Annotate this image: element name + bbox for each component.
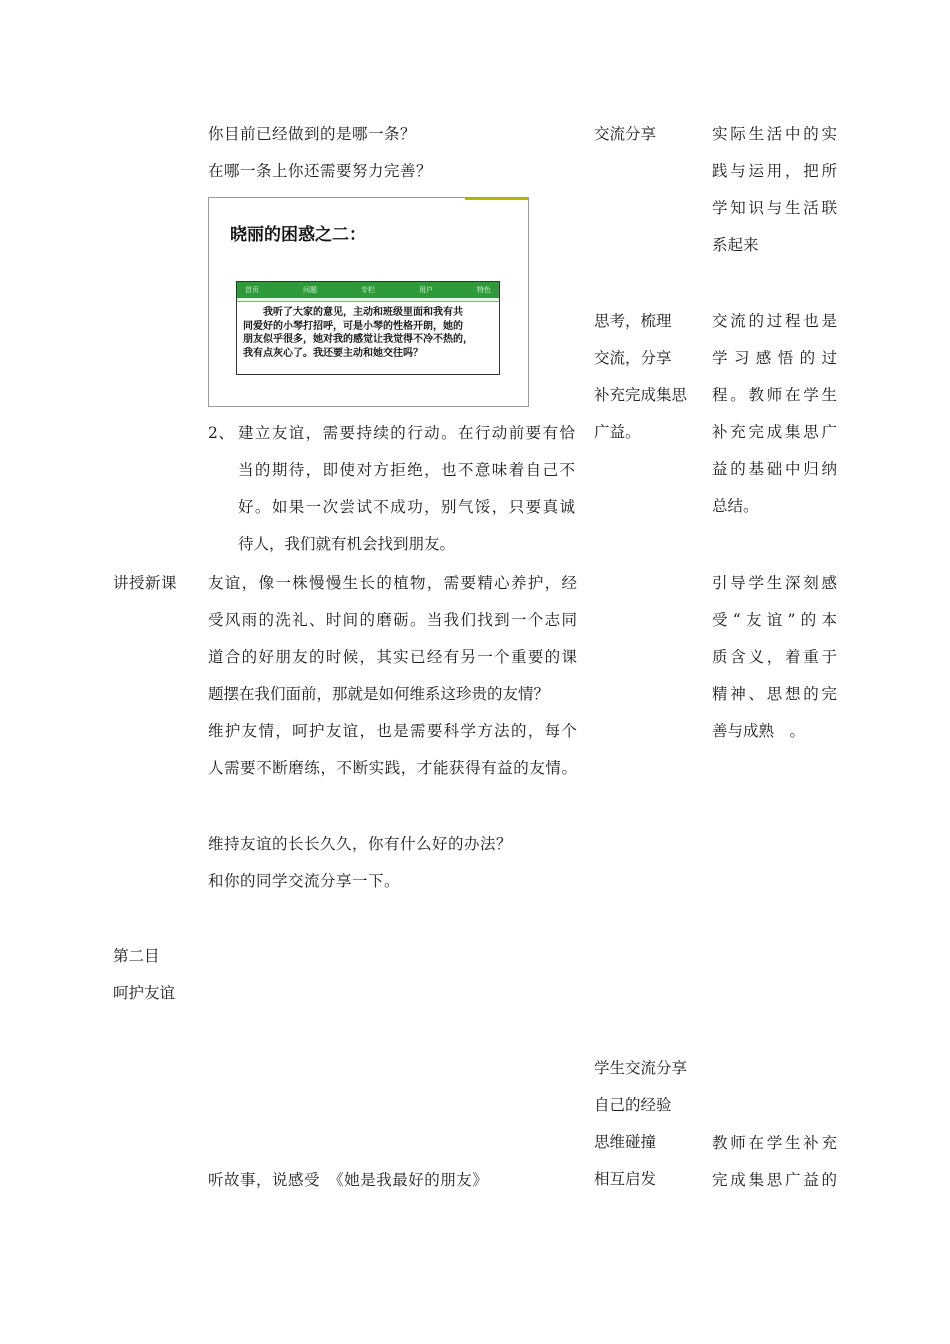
- forum-nav-columns: 专栏: [361, 286, 375, 294]
- student-activity-line: 补充完成集思: [594, 386, 688, 404]
- stage-label: 讲授新课: [113, 574, 178, 592]
- student-activity-line: 学生交流分享: [594, 1059, 688, 1077]
- point-2-line: 当的期待，即使对方拒绝，也不意味着自己不: [238, 461, 575, 479]
- forum-post-line: 朋友似乎很多，她对我的感觉让我觉得不冷不热的，: [243, 334, 473, 345]
- student-activity-line: 交流，分享: [594, 349, 672, 367]
- design-intent-3: [712, 565, 837, 750]
- design-intent-line: 益的基础中归纳: [712, 460, 837, 478]
- design-intent-line: 善与成熟 。: [712, 722, 806, 740]
- design-intent-line: 学习感悟的过: [712, 349, 837, 367]
- forum-nav-features: 特色: [477, 286, 491, 294]
- design-intent-2: [712, 303, 837, 525]
- question-share: 和你的同学交流分享一下。: [208, 872, 401, 890]
- point-2-text: [238, 415, 575, 563]
- paragraph-line: 道合的好朋友的时候，其实已经有另一个重要的课: [208, 648, 577, 666]
- paragraph-line: 维护友情，呵护友谊，也是需要科学方法的，每个: [208, 722, 577, 740]
- paragraph-line: 友谊，像一株慢慢生长的植物，需要精心养护，经: [208, 574, 577, 592]
- forum-nav-home: 首页: [245, 286, 259, 294]
- design-intent-4: [712, 1125, 837, 1199]
- student-activity-line: 思考，梳理: [594, 312, 672, 330]
- forum-screenshot: [236, 281, 500, 375]
- student-activity-line: 交流分享: [594, 125, 657, 143]
- paragraph-line: 题摆在我们面前，那就是如何维系这珍贵的友情？: [208, 685, 550, 703]
- design-intent-line: 精神、思想的完: [712, 685, 837, 703]
- student-activity-2: [594, 303, 687, 451]
- student-activity-line: 广益。: [594, 423, 641, 441]
- design-intent-line: 实际生活中的实: [712, 125, 837, 143]
- design-intent-line: 学知识与生活联: [712, 199, 837, 217]
- design-intent-line: 引导学生深刻感: [712, 574, 837, 592]
- design-intent-line: 践与运用，把所: [712, 162, 837, 180]
- slide-image: [208, 197, 529, 407]
- slide-accent-bar: [465, 198, 528, 200]
- student-activity-line: 相互启发: [594, 1170, 657, 1188]
- section-number: 第二目: [113, 947, 160, 965]
- point-2-number: 2、: [208, 424, 235, 442]
- question-done: 你目前已经做到的是哪一条？: [208, 125, 417, 143]
- slide-title: 晓丽的困惑之二：: [230, 225, 366, 245]
- paragraph-line: 人需要不断磨练，不断实践，才能获得有益的友情。: [208, 759, 577, 777]
- student-activity-1: [594, 116, 656, 153]
- friendship-paragraph: [208, 565, 577, 787]
- design-intent-line: 交流的过程也是: [712, 312, 837, 330]
- design-intent-1: [712, 116, 837, 264]
- design-intent-line: 质含义，着重于: [712, 648, 837, 666]
- story-prompt: 听故事，说感受 《她是我最好的朋友》: [208, 1171, 489, 1189]
- point-2-line: 建立友谊，需要持续的行动。在行动前要有恰: [238, 424, 575, 442]
- forum-post-line: 我听了大家的意见，主动和班级里面和我有共: [263, 307, 463, 318]
- design-intent-line: 总结。: [712, 497, 759, 515]
- section-title: 呵护友谊: [113, 984, 176, 1002]
- design-intent-line: 完成集思广益的: [712, 1171, 837, 1189]
- design-intent-line: 补充完成集思广: [712, 423, 837, 441]
- forum-post-line: 同爱好的小琴打招呼，可是小琴的性格开朗，她的: [243, 320, 463, 332]
- design-intent-line: 程。教师在学生: [712, 386, 837, 404]
- question-methods: 维持友谊的长长久久，你有什么好的办法？: [208, 835, 513, 853]
- paragraph-line: 受风雨的洗礼、时间的磨砺。当我们找到一个志同: [208, 611, 577, 629]
- student-activity-line: 思维碰撞: [594, 1133, 657, 1151]
- question-improve: 在哪一条上你还需要努力完善？: [208, 162, 433, 180]
- design-intent-line: 教师在学生补充: [712, 1134, 837, 1152]
- student-activity-line: 自己的经验: [594, 1096, 672, 1114]
- forum-post-text: [237, 302, 499, 360]
- student-activity-3: [594, 1050, 687, 1198]
- forum-nav-bar: [237, 282, 499, 298]
- point-2-line: 好。如果一次尝试不成功，别气馁，只要真诚: [238, 498, 575, 516]
- section-label: [113, 938, 175, 1012]
- forum-nav-questions: 问题: [303, 286, 317, 294]
- design-intent-line: 系起来: [712, 236, 759, 254]
- point-2-line: 待人，我们就有机会找到朋友。: [238, 535, 456, 553]
- forum-nav-users: 用户: [419, 286, 433, 294]
- forum-post-line: 我有点灰心了。我还要主动和她交往吗？: [243, 347, 423, 359]
- design-intent-line: 受“友谊”的本: [712, 611, 837, 629]
